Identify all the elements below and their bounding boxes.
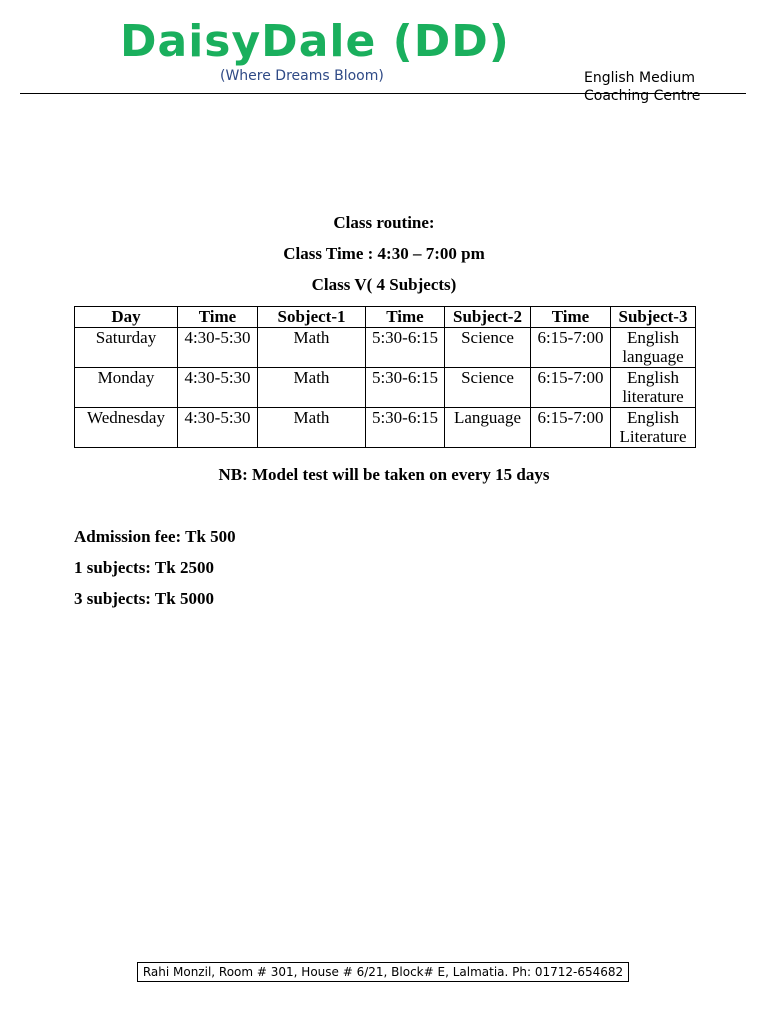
centre-type-line-2: Coaching Centre xyxy=(584,88,701,104)
table-cell: English Literature xyxy=(611,407,696,447)
fee-one-subject: 1 subjects: Tk 2500 xyxy=(74,558,214,577)
table-cell: 5:30-6:15 xyxy=(366,407,445,447)
table-cell: 6:15-7:00 xyxy=(531,327,611,367)
routine-heading: Class routine: xyxy=(333,213,435,232)
table-row xyxy=(75,327,696,367)
column-header: Subject-2 xyxy=(445,307,531,328)
table-cell: Math xyxy=(258,327,366,367)
table-cell: 4:30-5:30 xyxy=(178,327,258,367)
table-cell: Math xyxy=(258,407,366,447)
table-cell: Language xyxy=(445,407,531,447)
table-row xyxy=(75,407,696,447)
table-cell: Wednesday xyxy=(75,407,178,447)
class-name: Class V( 4 Subjects) xyxy=(311,275,457,294)
centre-type-line-1: English Medium xyxy=(584,70,695,86)
table-cell: 5:30-6:15 xyxy=(366,367,445,407)
class-time: Class Time : 4:30 – 7:00 pm xyxy=(283,244,485,263)
column-header: Subject-3 xyxy=(611,307,696,328)
column-header: Sobject-1 xyxy=(258,307,366,328)
fee-three-subjects: 3 subjects: Tk 5000 xyxy=(74,589,214,608)
table-header-row xyxy=(75,307,696,328)
table-cell: 4:30-5:30 xyxy=(178,407,258,447)
table-cell: 6:15-7:00 xyxy=(531,407,611,447)
fee-admission: Admission fee: Tk 500 xyxy=(74,527,236,546)
footer-address: Rahi Monzil, Room # 301, House # 6/21, Block# E, Lalmatia. Ph: 01712-654682 xyxy=(137,962,629,982)
table-cell: Monday xyxy=(75,367,178,407)
table-cell: 4:30-5:30 xyxy=(178,367,258,407)
table-cell: English literature xyxy=(611,367,696,407)
column-header: Time xyxy=(366,307,445,328)
header-divider xyxy=(20,93,746,94)
column-header: Time xyxy=(531,307,611,328)
column-header: Time xyxy=(178,307,258,328)
centre-type xyxy=(584,69,700,105)
brand-title: DaisyDale (DD) xyxy=(120,16,510,67)
table-row xyxy=(75,367,696,407)
model-test-note: NB: Model test will be taken on every 15 days xyxy=(218,465,550,484)
table-cell: English language xyxy=(611,327,696,367)
table-cell: Science xyxy=(445,367,531,407)
table-cell: 5:30-6:15 xyxy=(366,327,445,367)
table-cell: 6:15-7:00 xyxy=(531,367,611,407)
table-cell: Saturday xyxy=(75,327,178,367)
brand-tagline: (Where Dreams Bloom) xyxy=(220,68,384,84)
routine-table xyxy=(74,306,696,448)
table-cell: Science xyxy=(445,327,531,367)
table-cell: Math xyxy=(258,367,366,407)
column-header: Day xyxy=(75,307,178,328)
